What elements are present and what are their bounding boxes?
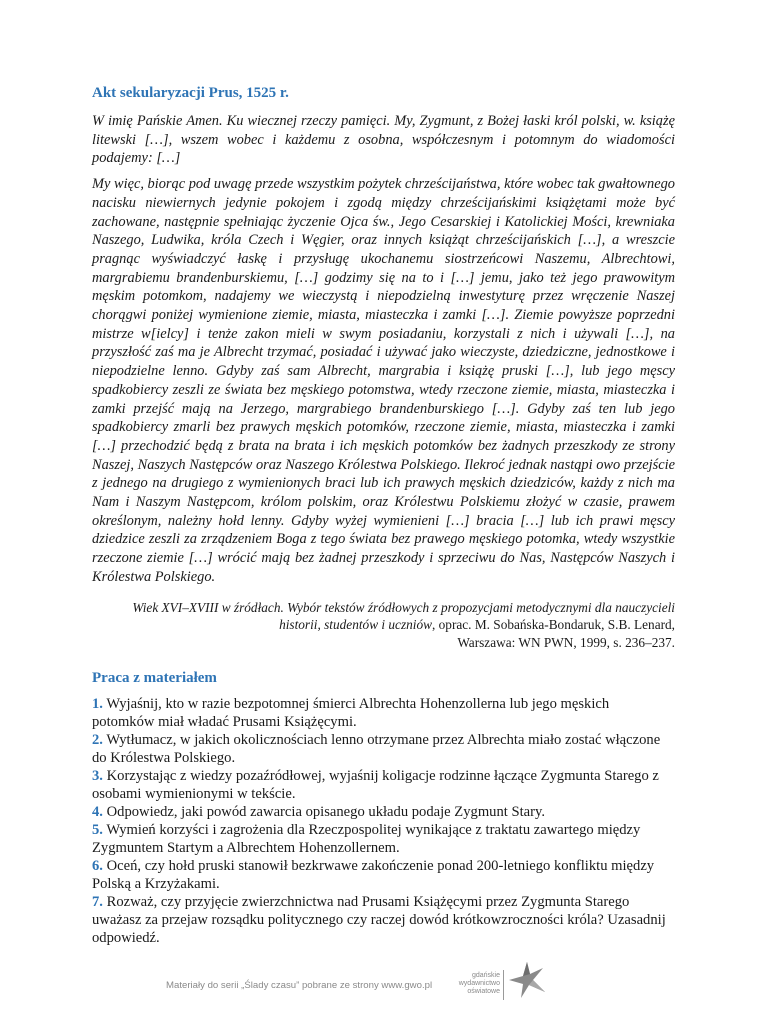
- source-citation: [92, 599, 675, 652]
- logo-line: oświatowe: [467, 988, 500, 995]
- publisher-logo-text: [452, 972, 500, 996]
- task-text: Oceń, czy hołd pruski stanowił bezkrwawe zakończenie ponad 200-letniego konfliktu między Polską a Krzyżakami.: [92, 858, 655, 893]
- document-page: [92, 84, 675, 947]
- task-number: 5.: [92, 822, 103, 839]
- task-number: 3.: [92, 768, 103, 785]
- task-item: [92, 821, 675, 857]
- tasks-section-title: Praca z materiałem: [92, 670, 217, 687]
- task-item: [92, 803, 675, 821]
- task-item: [92, 695, 675, 731]
- task-item: [92, 857, 675, 893]
- task-item: [92, 767, 675, 803]
- source-paragraph-1: W imię Pańskie Amen. Ku wiecznej rzeczy pamięci. My, Zygmunt, z Bożej łaski król polski, w. książę litewski […], wszem wobec i każdemu z osobna, współczesnym i potomnym do wiadomości podajemy: […]: [92, 113, 675, 167]
- citation-publisher: Warszawa: WN PWN, 1999, s. 236–237.: [457, 634, 675, 650]
- task-number: 7.: [92, 894, 103, 911]
- logo-divider: [503, 970, 504, 1000]
- tasks-list: [92, 695, 675, 947]
- footer-note: Materiały do serii „Ślady czasu” pobrane ze strony www.gwo.pl: [166, 980, 433, 991]
- task-number: 1.: [92, 696, 103, 713]
- citation-editors: , oprac. M. Sobańska-Bondaruk, S.B. Lenard,: [432, 617, 675, 633]
- gwo-star-logo-icon: [507, 960, 547, 1000]
- source-paragraph-2: My więc, biorąc pod uwagę przede wszystkim pożytek chrześcijaństwa, które wobec tak gwałtownego nacisku niewiernych jedynie pokojem i zgodą między chrześcijańskimi książętami może być zachowane, następnie spełniając życzenie Ojca św., Jego Cesarskiej i Katolickiej Mości, krewniaka Naszego, Ludwika, króla Czech i Węgier, oraz innych książąt chrześcijańskich […], a wreszcie pragnąc wyświadczyć łaskę i przysługę ukochanemu siostrzeńcowi Naszemu, Albrechtowi, margrabiemu brandenburskiemu, […] godzimy się na to i […] jemu, jako też jego prawowitym męskim potomkom, nadajemy we wieczystą i niepodzielną inwestyturę przez wręczenie Naszej chorągwi poniżej wymienione ziemie, miasta, miasteczka i zamki […]. Ziemie powyższe poprzedni mistrze w[ielcy] i tenże zakon mieli w swym posiadaniu, korzystali z nich i używali […], na przyszłość zaś ma je Albrecht trzymać, posiadać i używać jako wieczyste, dziedziczne, jednostkowe i niepodzielne lenno. Gdyby zaś sam Albrecht, margrabia i książę pruski […], lub jego męscy spadkobiercy zeszli ze świata bez męskiego potomstwa, wtedy rzeczone ziemie, miasta, miasteczka i zamki przejść mają na Jerzego, margrabiego brandenburskiego […]. Gdyby zaś ten lub jego spadkobiercy zmarli bez prawych męskich potomków, rzeczone ziemie, miasta, miasteczka i zamki […] przechodzić będą z brata na brata i ich męskich potomków bez żadnych przeszkody ze strony Naszej, Naszych Następców oraz Naszego Królestwa Polskiego. Ilekroć jednak nastąpi owo przejście z jednego na drugiego z wymienionych braci lub ich prawych męskich dziedziców, każdy z nich ma Nam i Naszym Następcom, królom polskim, oraz Królestwu Polskiemu złożyć w czasie, prawem określonym, należny hołd lenny. Gdyby wyżej wymienieni […] bracia […] lub ich prawi męscy dziedzice zeszli za zrządzeniem Boga z tego świata bez prawego męskiego potomka, wtedy wszystkie rzeczone ziemie […] wrócić mają bez żadnej przeszkody i sprzeciwu do Nas, Następców Naszych i Królestwa Polskiego.: [92, 176, 675, 585]
- citation-book-title: Wiek XVI–XVIII w źródłach: [132, 599, 281, 615]
- task-number: 6.: [92, 858, 103, 875]
- task-text: Wyjaśnij, kto w razie bezpotomnej śmierci Albrechta Hohenzollerna lub jego męskich potomków miał władać Prusami Książęcymi.: [92, 696, 610, 731]
- task-item: [92, 893, 675, 947]
- logo-line: wydawnictwo: [458, 980, 500, 987]
- task-item: [92, 731, 675, 767]
- task-text: Wytłumacz, w jakich okolicznościach lenno otrzymane przez Albrechta miało zostać włączone do Królestwa Polskiego.: [92, 732, 661, 767]
- citation-book-subtitle: . Wybór tekstów źródłowych z propozycjami metodycznymi dla nauczycieli historii, studentów i uczniów: [279, 599, 675, 633]
- task-number: 4.: [92, 804, 103, 821]
- publisher-logo: [452, 958, 552, 1004]
- task-text: Odpowiedz, jaki powód zawarcia opisanego układu podaje Zygmunt Stary.: [102, 804, 545, 821]
- task-text: Wymień korzyści i zagrożenia dla Rzeczpospolitej wynikające z traktatu zawartego między Zygmuntem Startym a Albrechtem Hohenzollernem.: [92, 822, 641, 857]
- document-title: Akt sekularyzacji Prus, 1525 r.: [92, 85, 289, 101]
- task-text: Korzystając z wiedzy pozaźródłowej, wyjaśnij koligacje rodzinne łączące Zygmunta Starego z osobami wymienionymi w tekście.: [92, 768, 659, 803]
- logo-line: gdańskie: [471, 972, 500, 979]
- task-number: 2.: [92, 732, 103, 749]
- task-text: Rozważ, czy przyjęcie zwierzchnictwa nad Prusami Książęcymi przez Zygmunta Starego uważasz za przejaw rozsądku politycznego czy raczej dowód krótkowzroczności króla? Uzasadnij odpowiedź.: [92, 894, 666, 947]
